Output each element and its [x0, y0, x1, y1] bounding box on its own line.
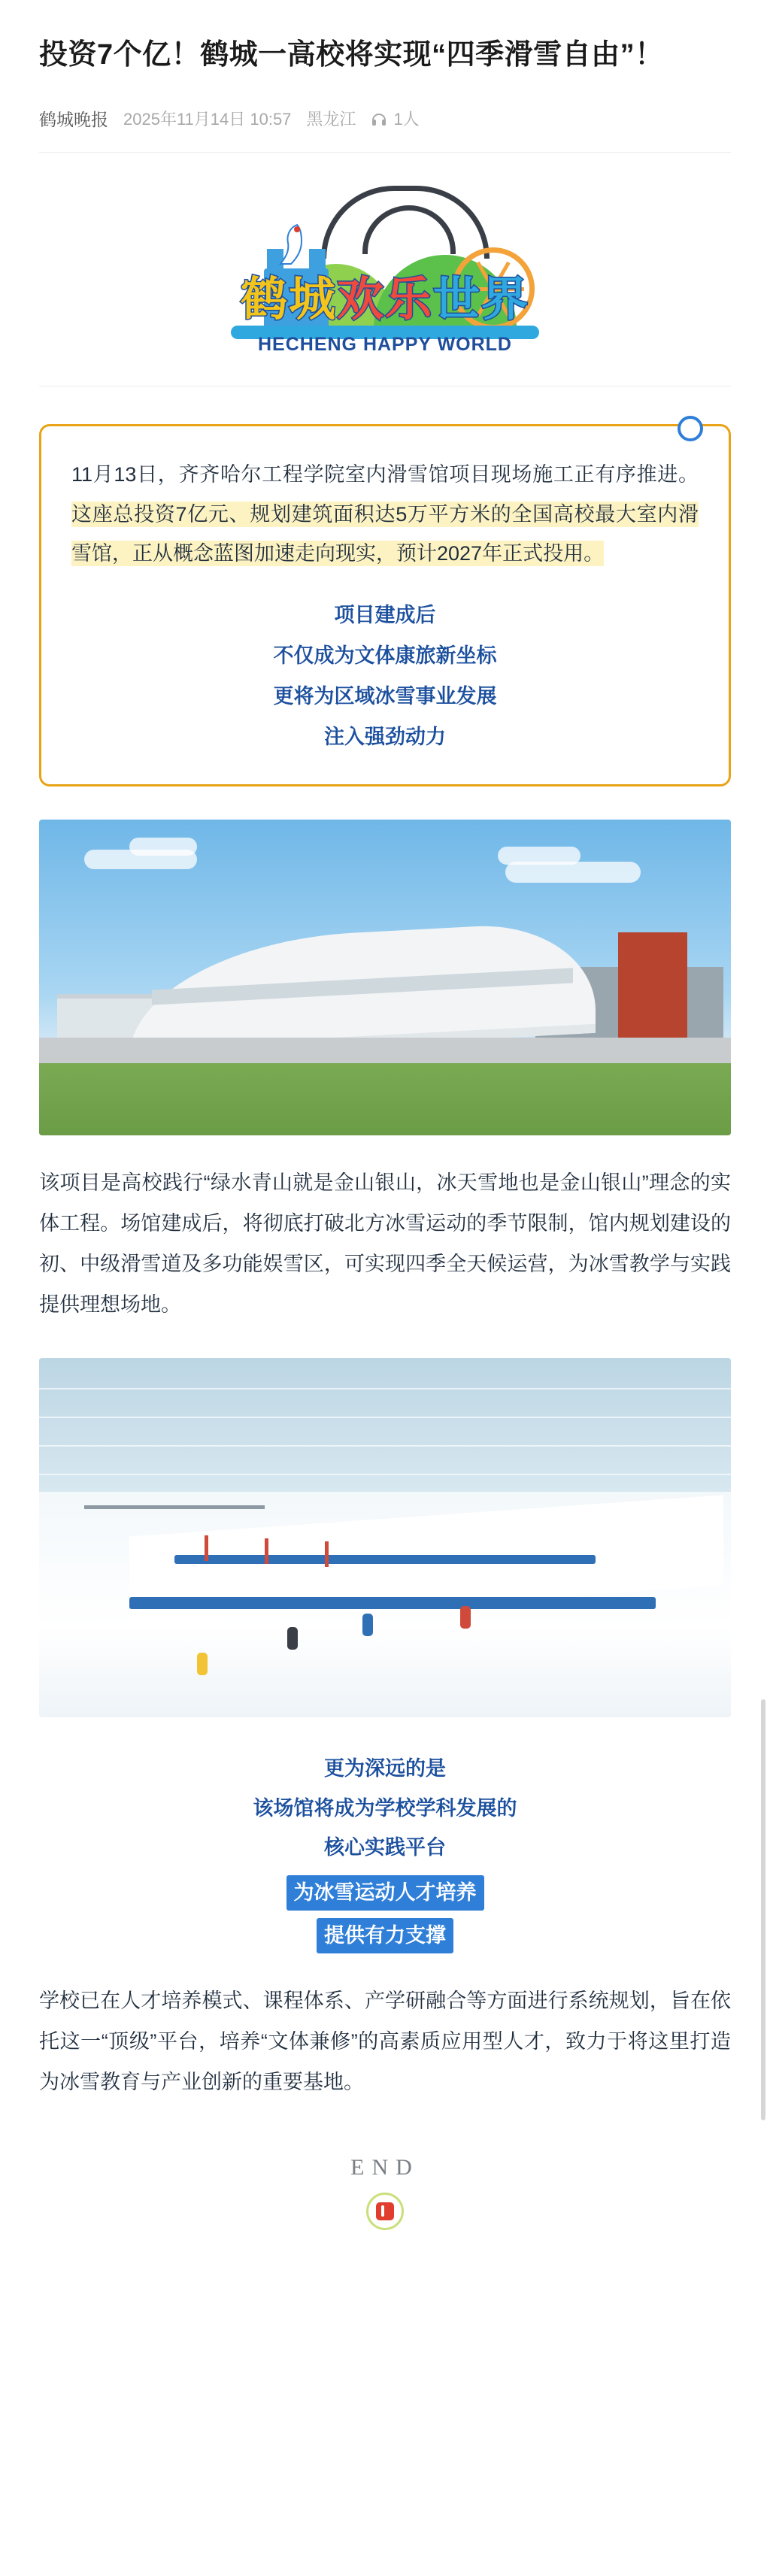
- meta-source[interactable]: 鹤城晚报: [39, 110, 108, 130]
- quote-highlighted-text: 这座总投资7亿元、规划建筑面积达5万平方米的全国高校最大室内滑雪馆，正从概念蓝图加速走向现实，预计2027年正式投用。: [71, 502, 699, 565]
- article-meta: [39, 106, 731, 131]
- meta-divider: [39, 152, 731, 153]
- scrollbar[interactable]: [761, 1699, 765, 2120]
- logo-cn-part1: 鹤城: [240, 274, 337, 326]
- quote-lead-text: 11月13日，齐齐哈尔工程学院室内滑雪馆项目现场施工正有序推进。: [71, 463, 699, 486]
- quote-center-line-2: 不仅成为文体康旅新坐标: [273, 644, 497, 668]
- end-badge-icon: [366, 2193, 404, 2230]
- highlight-quote-box: [39, 424, 731, 786]
- logo-artwork: [186, 172, 584, 375]
- meta-datetime: 2025年11月14日 10:57: [123, 110, 292, 129]
- headphone-icon: [371, 111, 387, 127]
- logo-cn-part2: 欢乐: [336, 274, 433, 326]
- quote-paragraph: [71, 455, 699, 574]
- emphasis-line-1: 更为深远的是: [324, 1757, 446, 1780]
- logo-chinese-text: [186, 262, 584, 329]
- quote-center-line-3: 更将为区域冰雪事业发展: [273, 685, 497, 708]
- meta-region: 黑龙江: [306, 110, 356, 129]
- quote-center-line-4: 注入强劲动力: [324, 726, 446, 749]
- emphasis-line-2: 该场馆将成为学校学科发展的: [253, 1796, 517, 1820]
- end-label: END: [350, 2155, 420, 2181]
- listeners-count: 1人: [393, 110, 420, 129]
- emphasis-highlight-2: 提供有力支撑: [317, 1918, 453, 1953]
- body-paragraph-1: 该项目是高校践行“绿水青山就是金山银山，冰天雪地也是金山银山”理念的实体工程。场馆建成后，将彻底打破北方冰雪运动的季节限制，馆内规划建设的初、中级滑雪道及多功能娱雪区，可实现四季全天候运营，为冰雪教学与实践提供理想场地。: [39, 1171, 731, 1317]
- body-paragraph-2: 学校已在人才培养模式、课程体系、产学研融合等方面进行系统规划，旨在依托这一“顶级”平台，培养“文体兼修”的高素质应用型人才，致力于将这里打造为冰雪教育与产业创新的重要基地。: [39, 1990, 731, 2094]
- quote-center-line-1: 项目建成后: [334, 604, 436, 627]
- logo-english-text: HECHENG HAPPY WORLD: [257, 334, 512, 356]
- meta-listeners[interactable]: [371, 107, 419, 130]
- emphasis-line-3: 核心实践平台: [324, 1836, 446, 1859]
- emphasis-highlight-1: 为冰雪运动人才培养: [286, 1875, 484, 1911]
- brand-logo: [39, 172, 731, 375]
- logo-cn-part3: 世界: [433, 274, 530, 326]
- emphasis-block: [39, 1749, 731, 1953]
- article-end-mark: [39, 2155, 731, 2230]
- decorative-circle-icon: [678, 416, 703, 441]
- quote-center-block: [71, 595, 699, 757]
- indoor-ski-slope-photo: [39, 1358, 731, 1717]
- ski-hall-exterior-rendering: [39, 820, 731, 1135]
- page-title: 投资7个亿！鹤城一高校将实现“四季滑雪自由”！: [39, 39, 664, 71]
